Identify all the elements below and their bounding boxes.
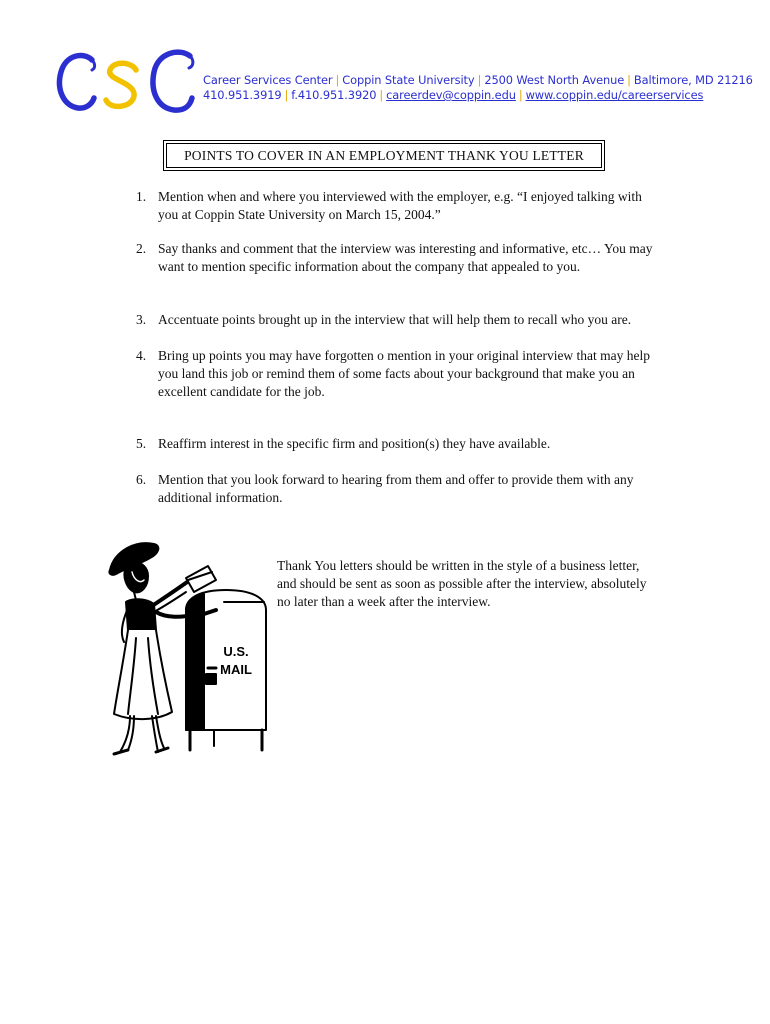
phone-number: 410.951.3919 bbox=[203, 88, 282, 102]
city-state-zip: Baltimore, MD 21216 bbox=[633, 73, 753, 87]
list-item-text: Reaffirm interest in the specific firm and position(s) they have available. bbox=[158, 436, 551, 451]
logo-letter-c-second bbox=[153, 52, 192, 110]
list-item-text: Accentuate points brought up in the interview that will help them to recall who you are. bbox=[158, 312, 632, 327]
list-item-number: 6. bbox=[136, 472, 147, 487]
list-item-number: 2. bbox=[136, 241, 147, 256]
list-item-text: Mention that you look forward to hearing from them and offer to provide them with any additional information. bbox=[158, 472, 634, 505]
list-item-number: 1. bbox=[136, 189, 147, 204]
logo-letter-s bbox=[106, 63, 136, 106]
list-item-number: 3. bbox=[136, 312, 147, 327]
street-address: 2500 West North Avenue bbox=[484, 73, 625, 87]
contact-header bbox=[203, 73, 753, 103]
mailbox-label-mail: MAIL bbox=[220, 662, 252, 677]
logo-letter-c-first bbox=[60, 56, 94, 109]
email-link[interactable]: careerdev@coppin.edu bbox=[386, 88, 516, 102]
list-item-number: 5. bbox=[136, 436, 147, 451]
contact-line-1: Career Services Center | Coppin State University | 2500 West North Avenue | Baltimore, MD 21216 bbox=[203, 73, 753, 87]
list-item-number: 4. bbox=[136, 348, 147, 363]
contact-line-2: 410.951.3919 | f.410.951.3920 | careerdev@coppin.edu | www.coppin.edu/careerservices bbox=[203, 88, 704, 102]
list-item-text: Mention when and where you interviewed with the employer, e.g. “I enjoyed talking with you at Coppin State University on March 15, 2004.” bbox=[158, 189, 642, 222]
list-item-text: Bring up points you may have forgotten o mention in your original interview that may help you land this job or remind them of some facts about your background that make you an excellent candidate for the job. bbox=[158, 348, 651, 399]
website-link[interactable]: www.coppin.edu/careerservices bbox=[525, 88, 704, 102]
page-title: POINTS TO COVER IN AN EMPLOYMENT THANK YOU LETTER bbox=[166, 143, 602, 168]
woman-mailing-letter-illustration bbox=[104, 538, 274, 760]
list-item-text: Say thanks and comment that the interview was interesting and informative, etc… You may want to mention specific information about the company that appealed to you. bbox=[158, 241, 653, 274]
university-name: Coppin State University bbox=[342, 73, 475, 87]
center-name: Career Services Center bbox=[203, 73, 333, 87]
csc-logo bbox=[52, 46, 202, 126]
mailbox-label-us: U.S. bbox=[223, 644, 249, 659]
closing-note: Thank You letters should be written in the style of a business letter, and should be sent as soon as possible after the interview, absolutely no later than a week after the interview. bbox=[277, 558, 647, 609]
fax-number: f.410.951.3920 bbox=[291, 88, 377, 102]
